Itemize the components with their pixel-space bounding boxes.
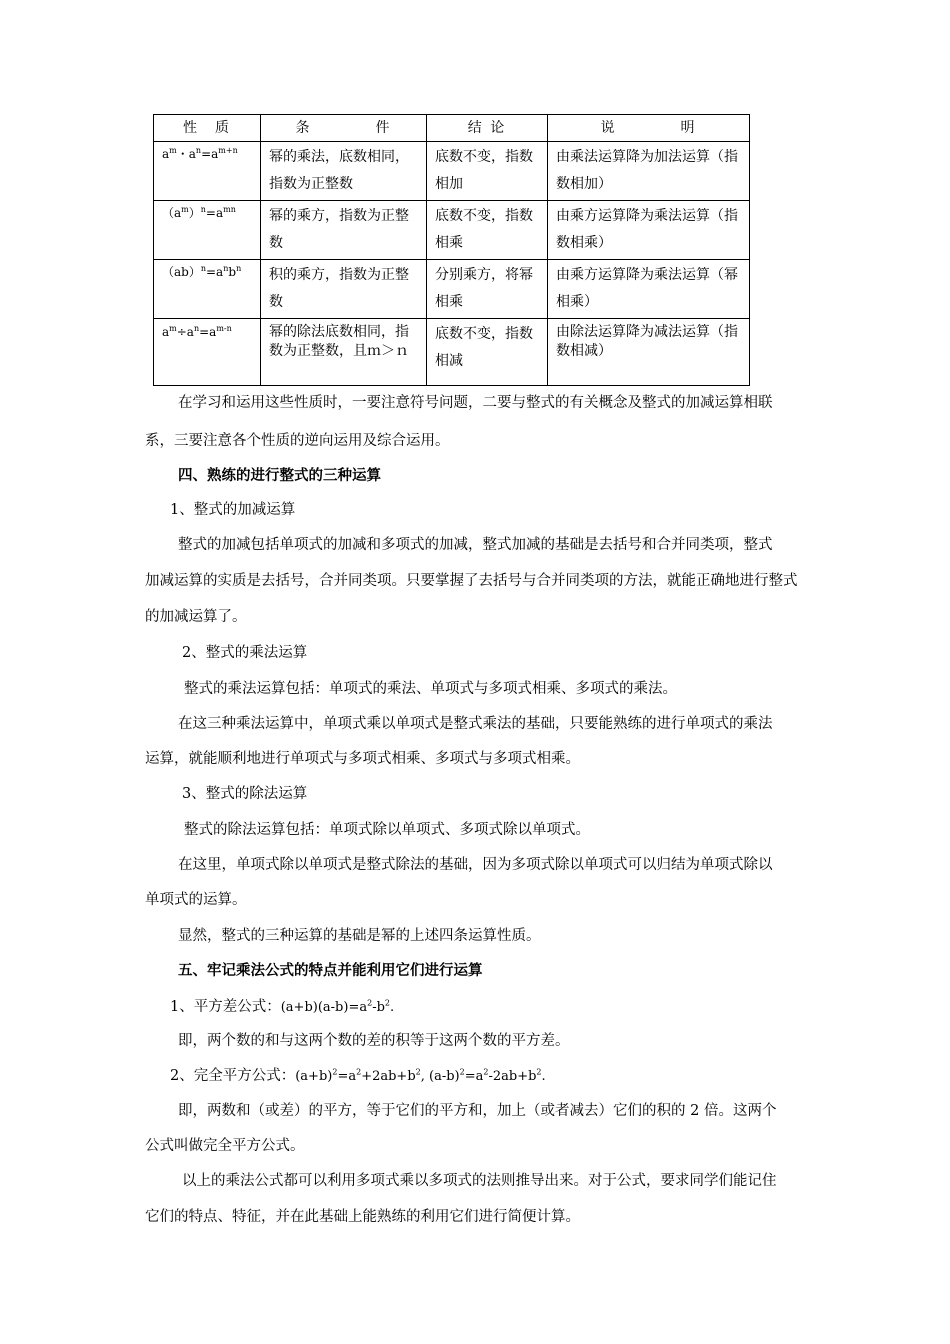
paragraph-line: 在这里，单项式除以单项式是整式除法的基础，因为多项式除以单项式可以归结为单项式除以 [178,857,773,873]
header-conclusion: 结 论 [427,115,548,142]
cell-conclusion: 底数不变，指数相加 [427,142,548,201]
table-row [154,142,750,201]
paragraph-line: 即，两个数的和与这两个数的差的积等于这两个数的平方差。 [178,1033,570,1049]
formula-power-of-power: $(a^m)^n=a^{mn}$ [154,201,261,260]
cell-note: 由除法运算降为减法运算（指数相减） [548,319,750,386]
table-header-row [154,115,750,142]
paragraph-line: 公式叫做完全平方公式。 [145,1138,305,1154]
paragraph-line: 单项式的运算。 [145,892,247,908]
paragraph-line: 整式的乘法运算包括：单项式的乘法、单项式与多项式相乘、多项式的乘法。 [184,681,677,697]
formula-label: 2、完全平方公式： [170,1068,296,1084]
paragraph-line: 系，三要注意各个性质的逆向运用及综合运用。 [145,433,450,449]
paragraph-line: 在这三种乘法运算中，单项式乘以单项式是整式乘法的基础，只要能熟练的进行单项式的乘法 [178,716,773,732]
paragraph-line: 运算，就能顺利地进行单项式与多项式相乘、多项式与多项式相乘。 [145,751,580,767]
formula-expression: $(a+b)^2=a^2+2ab+b^2$, $(a-b)^2=a^2-2ab+b^2$. [295,1067,546,1084]
paragraph-line: 即，两数和（或差）的平方，等于它们的平方和，加上（或者减去）它们的积的 2 倍。这两个 [178,1103,777,1119]
paragraph-line: 在学习和运用这些性质时，一要注意符号问题，二要与整式的有关概念及整式的加减运算相联 [178,395,773,411]
formula-power-of-product: $(ab)^n=a^nb^n$ [154,260,261,319]
section-heading-4: 四、熟练的进行整式的三种运算 [178,467,381,484]
formula-line-difference-of-squares [170,997,394,1018]
header-condition: 条 件 [261,115,427,142]
cell-conclusion: 底数不变，指数相减 [427,319,548,386]
paragraph-line: 整式的除法运算包括：单项式除以单项式、多项式除以单项式。 [184,822,590,838]
cell-conclusion: 分别乘方，将幂相乘 [427,260,548,319]
subsection-heading: 2、整式的乘法运算 [182,645,308,661]
cell-note: 由乘方运算降为乘法运算（指数相乘） [548,201,750,260]
table-row [154,260,750,319]
cell-condition: 幂的除法底数相同，指数为正整数，且ｍ＞ｎ [261,319,427,386]
paragraph-line: 以上的乘法公式都可以利用多项式乘以多项式的法则推导出来。对于公式，要求同学们能记住 [182,1173,777,1189]
cell-note: 由乘法运算降为加法运算（指数相加） [548,142,750,201]
cell-condition: 幂的乘方，指数为正整数 [261,201,427,260]
paragraph-line: 显然，整式的三种运算的基础是幂的上述四条运算性质。 [178,928,541,944]
paragraph-line: 的加减运算了。 [145,609,247,625]
cell-conclusion: 底数不变，指数相乘 [427,201,548,260]
cell-condition: 积的乘方，指数为正整数 [261,260,427,319]
formula-power-quotient: $a^m\div a^n=a^{m-n}$ [154,319,261,386]
formula-line-perfect-square [170,1066,546,1087]
formula-expression: $(a+b)(a-b)=a^2-b^2$. [280,998,395,1015]
section-heading-5: 五、牢记乘法公式的特点并能利用它们进行运算 [178,962,483,979]
power-properties-table [153,114,750,386]
subsection-heading: 1、整式的加减运算 [170,502,296,518]
header-note: 说 明 [548,115,750,142]
header-property: 性 质 [154,115,261,142]
formula-label: 1、平方差公式： [170,999,281,1015]
paragraph-line: 整式的加减包括单项式的加减和多项式的加减，整式加减的基础是去括号和合并同类项，整式 [178,537,773,553]
table-row [154,319,750,386]
cell-note: 由乘方运算降为乘法运算（幂相乘） [548,260,750,319]
subsection-heading: 3、整式的除法运算 [182,786,308,802]
paragraph-line: 加减运算的实质是去括号，合并同类项。只要掌握了去括号与合并同类项的方法，就能正确地进行整式 [145,573,798,589]
formula-power-product: $a^m$・$a^n=a^{m+n}$ [154,142,261,201]
cell-condition: 幂的乘法，底数相同，指数为正整数 [261,142,427,201]
table-row [154,201,750,260]
paragraph-line: 它们的特点、特征，并在此基础上能熟练的利用它们进行简便计算。 [145,1209,580,1225]
